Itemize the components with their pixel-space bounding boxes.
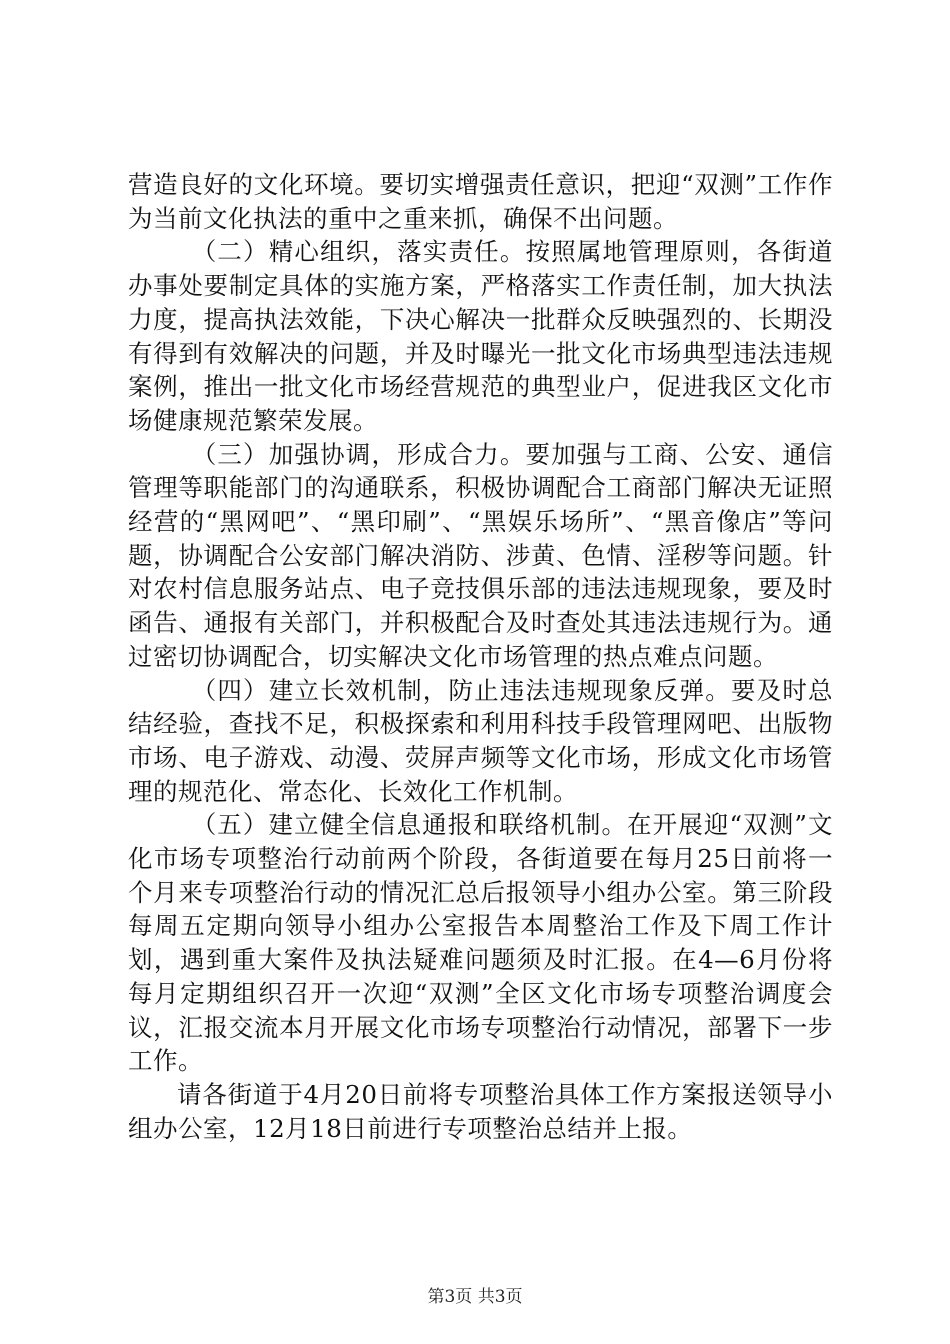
paragraph-closing-request: 请各街道于4月20日前将专项整治具体工作方案报送领导小组办公室，12月18日前进行专项整治总结并上报。 [128,1079,833,1143]
paragraph-section-5: （五）建立健全信息通报和联络机制。在开展迎“双测”文化市场专项整治行动前两个阶段，各街道要在每月25日前将一个月来专项整治行动的情况汇总后报领导小组办公室。第三阶段每周五定期向领导小组办公室报告本周整治工作及下周工作计划，遇到重大案件及执法疑难问题须及时汇报。在4—6月份将每月定期组织召开一次迎“双测”全区文化市场专项整治调度会议，汇报交流本月开展文化市场专项整治行动情况，部署下一步工作。 [128,810,833,1076]
paragraph-environment: 营造良好的文化环境。要切实增强责任意识，把迎“双测”工作作为当前文化执法的重中之重来抓，确保不出问题。 [128,170,833,233]
page-number-footer: 第3页 共3页 [427,1287,523,1307]
paragraph-section-2: （二）精心组织，落实责任。按照属地管理原则，各街道办事处要制定具体的实施方案，严格落实工作责任制，加大执法力度，提高执法效能，下决心解决一批群众反映强烈的、长期没有得到有效解决的问题，并及时曝光一批文化市场典型违法违规案例，推出一批文化市场经营规范的典型业户，促进我区文化市场健康规范繁荣发展。 [128,237,833,435]
paragraph-section-3: （三）加强协调，形成合力。要加强与工商、公安、通信管理等职能部门的沟通联系，积极协调配合工商部门解决无证照经营的“黑网吧”、“黑印刷”、“黑娱乐场所”、“黑音像店”等问题，协调配合公安部门解决消防、涉黄、色情、淫秽等问题。针对农村信息服务站点、电子竞技俱乐部的违法违规现象，要及时函告、通报有关部门，并积极配合及时查处其违法违规行为。通过密切协调配合，切实解决文化市场管理的热点难点问题。 [128,439,833,671]
document-body [128,168,833,1145]
paragraph-section-4: （四）建立长效机制，防止违法违规现象反弹。要及时总结经验，查找不足，积极探索和利用科技手段管理网吧、出版物市场、电子游戏、动漫、荧屏声频等文化市场，形成文化市场管理的规范化、常态化、长效化工作机制。 [128,675,833,806]
